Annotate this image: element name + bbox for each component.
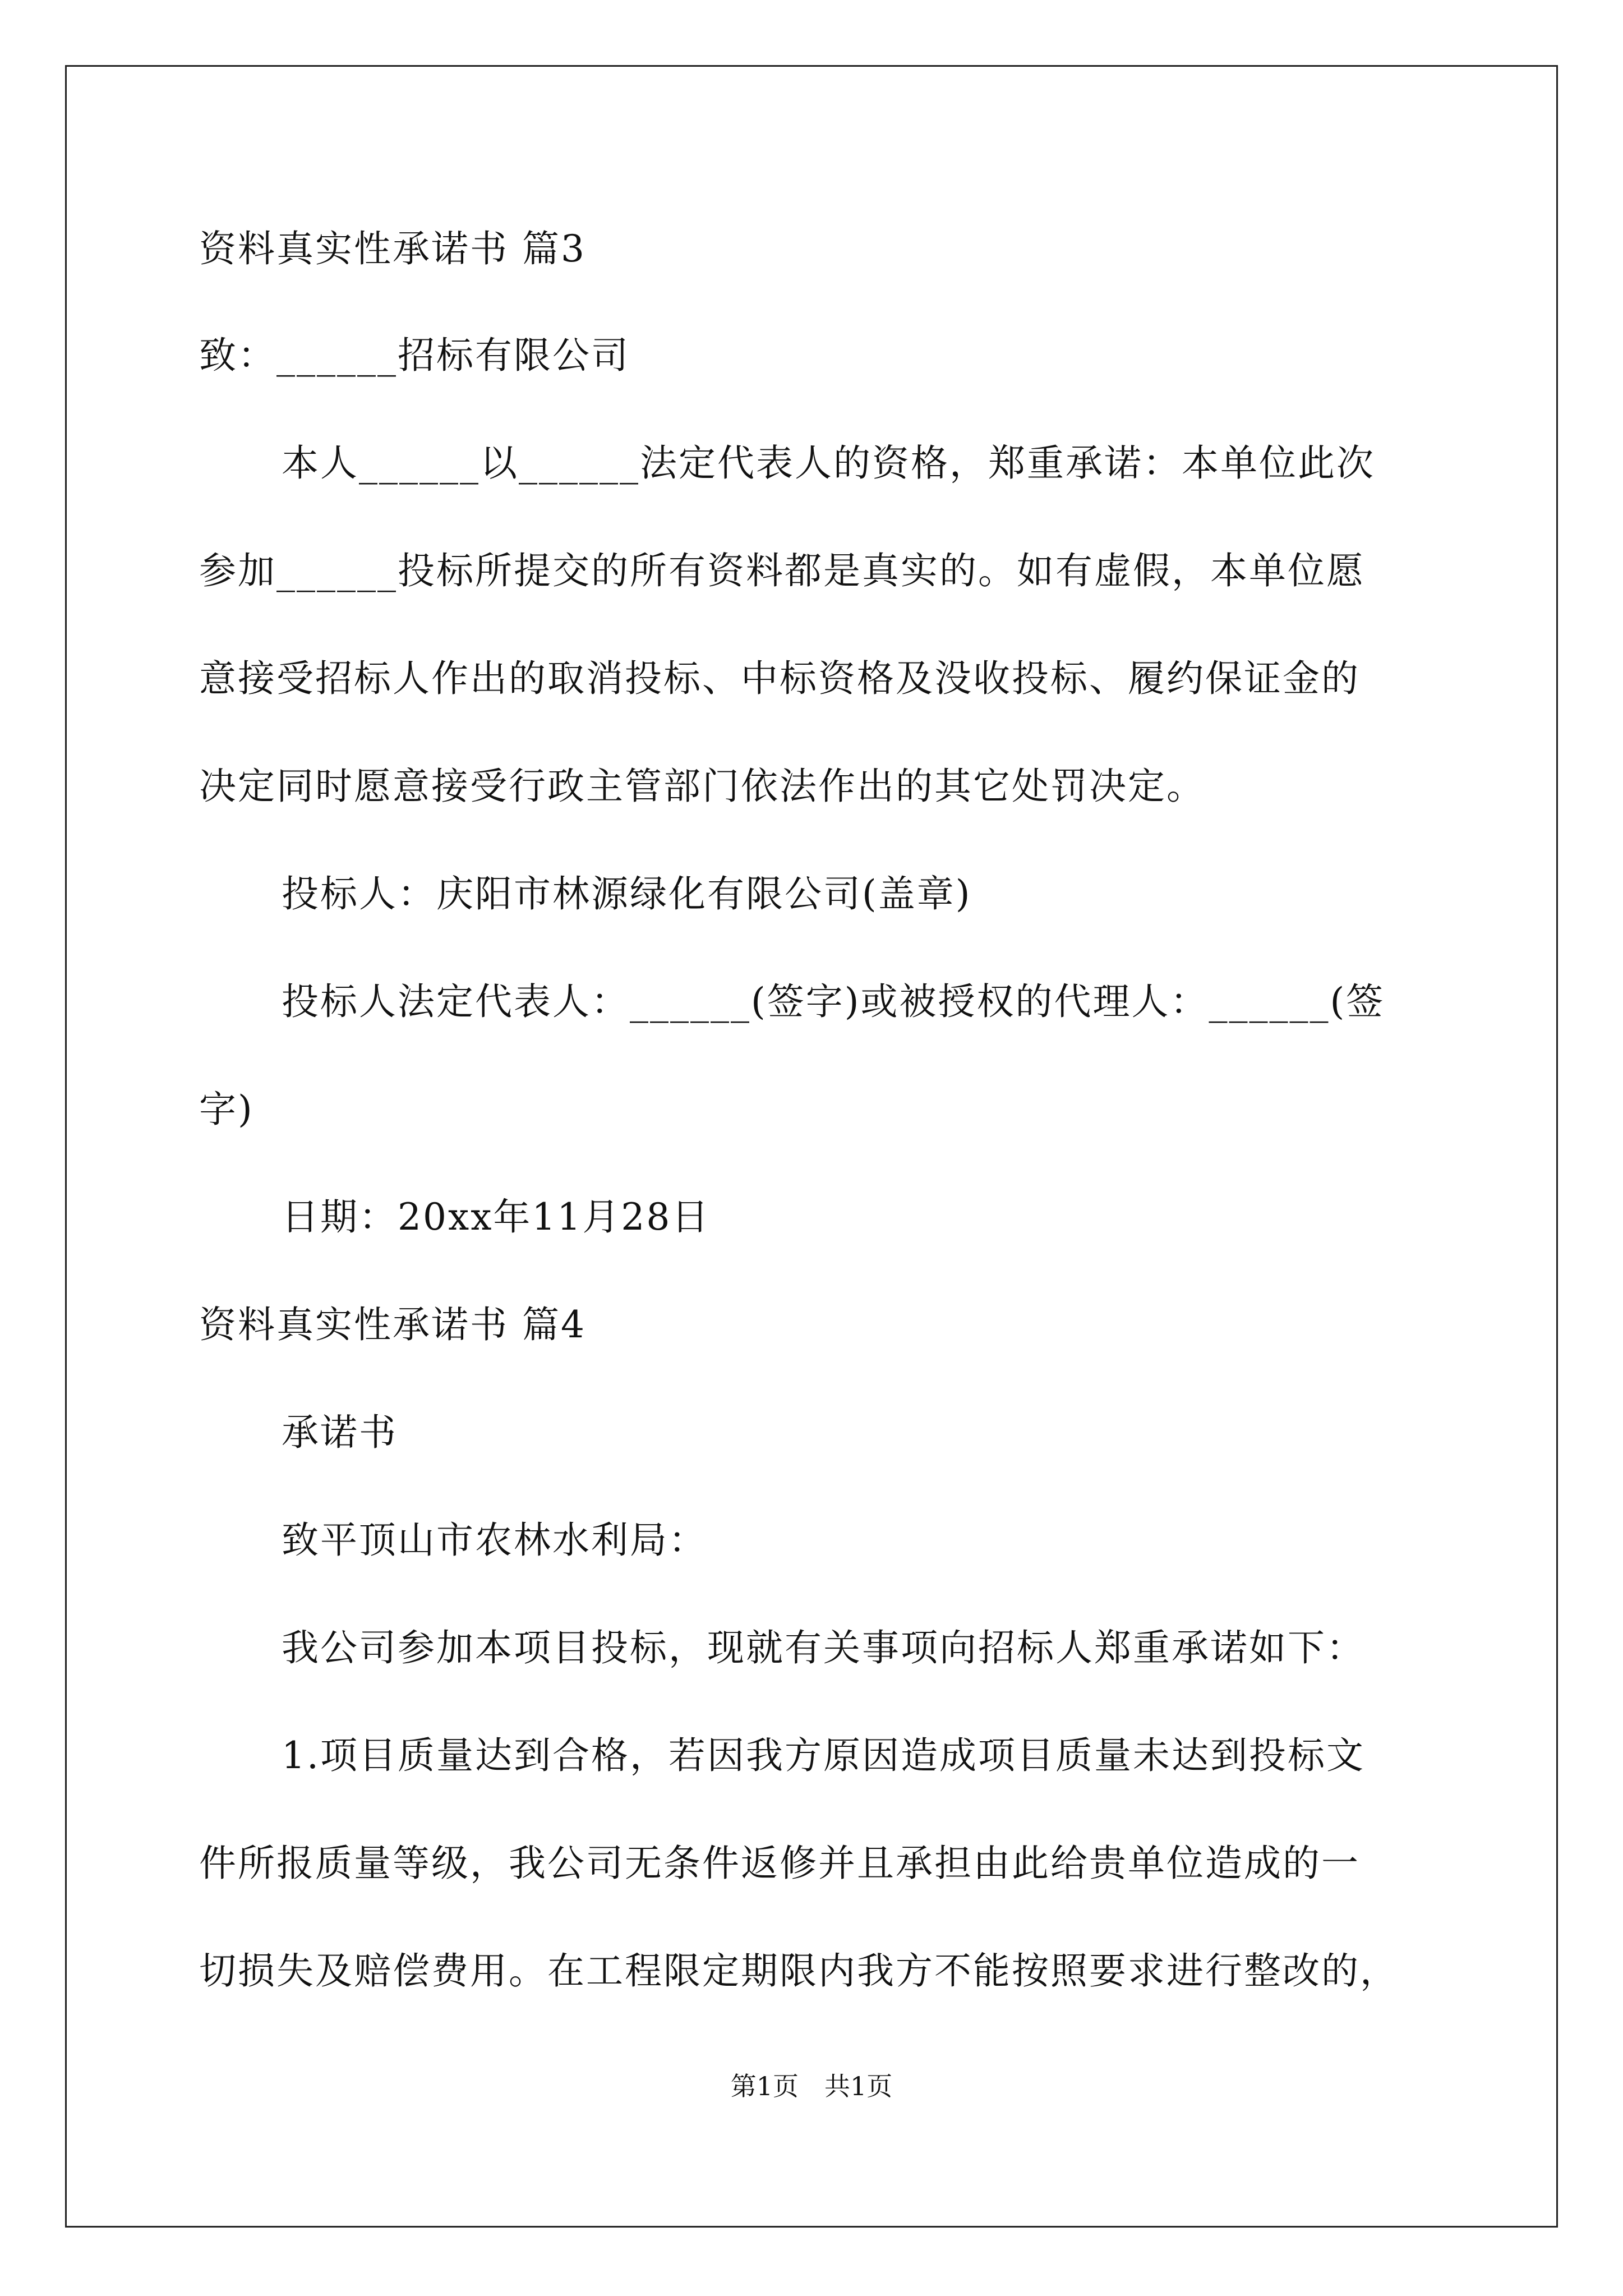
letter-heading: 承诺书: [282, 1411, 398, 1454]
paragraph-line: 件所报质量等级，我公司无条件返修并且承担由此给贵单位造成的一: [199, 1842, 1360, 1885]
addressee-line: 致平顶山市农林水利局：: [282, 1519, 707, 1562]
paragraph-line: 决定同时愿意接受行政主管部门依法作出的其它处罚决定。: [199, 765, 1205, 808]
page-border: [65, 65, 1558, 2228]
paragraph-line: 参加______投标所提交的所有资料都是真实的。如有虚假，本单位愿: [199, 549, 1365, 592]
bidder-line: 投标人：庆阳市林源绿化有限公司(盖章): [282, 872, 972, 915]
date-line: 日期：20xx年11月28日: [282, 1195, 711, 1239]
paragraph-line: 我公司参加本项目投标，现就有关事项向招标人郑重承诺如下：: [282, 1626, 1365, 1669]
paragraph-line: 1.项目质量达到合格，若因我方原因造成项目质量未达到投标文: [282, 1734, 1365, 1777]
page-number: 第1页 共1页: [730, 2071, 893, 2101]
representative-line-continued: 字): [199, 1088, 254, 1131]
representative-line: 投标人法定代表人：______(签字)或被授权的代理人：______(签: [282, 980, 1385, 1023]
paragraph-line: 意接受招标人作出的取消投标、中标资格及没收投标、履约保证金的: [199, 657, 1360, 700]
paragraph-line: 切损失及赔偿费用。在工程限定期限内我方不能按照要求进行整改的，: [199, 1949, 1399, 1993]
paragraph-line: 本人______以______法定代表人的资格，郑重承诺：本单位此次: [282, 441, 1375, 485]
section-title: 资料真实性承诺书 篇3: [199, 227, 586, 270]
addressee-line: 致：______招标有限公司: [199, 334, 630, 377]
section-title: 资料真实性承诺书 篇4: [199, 1303, 586, 1346]
